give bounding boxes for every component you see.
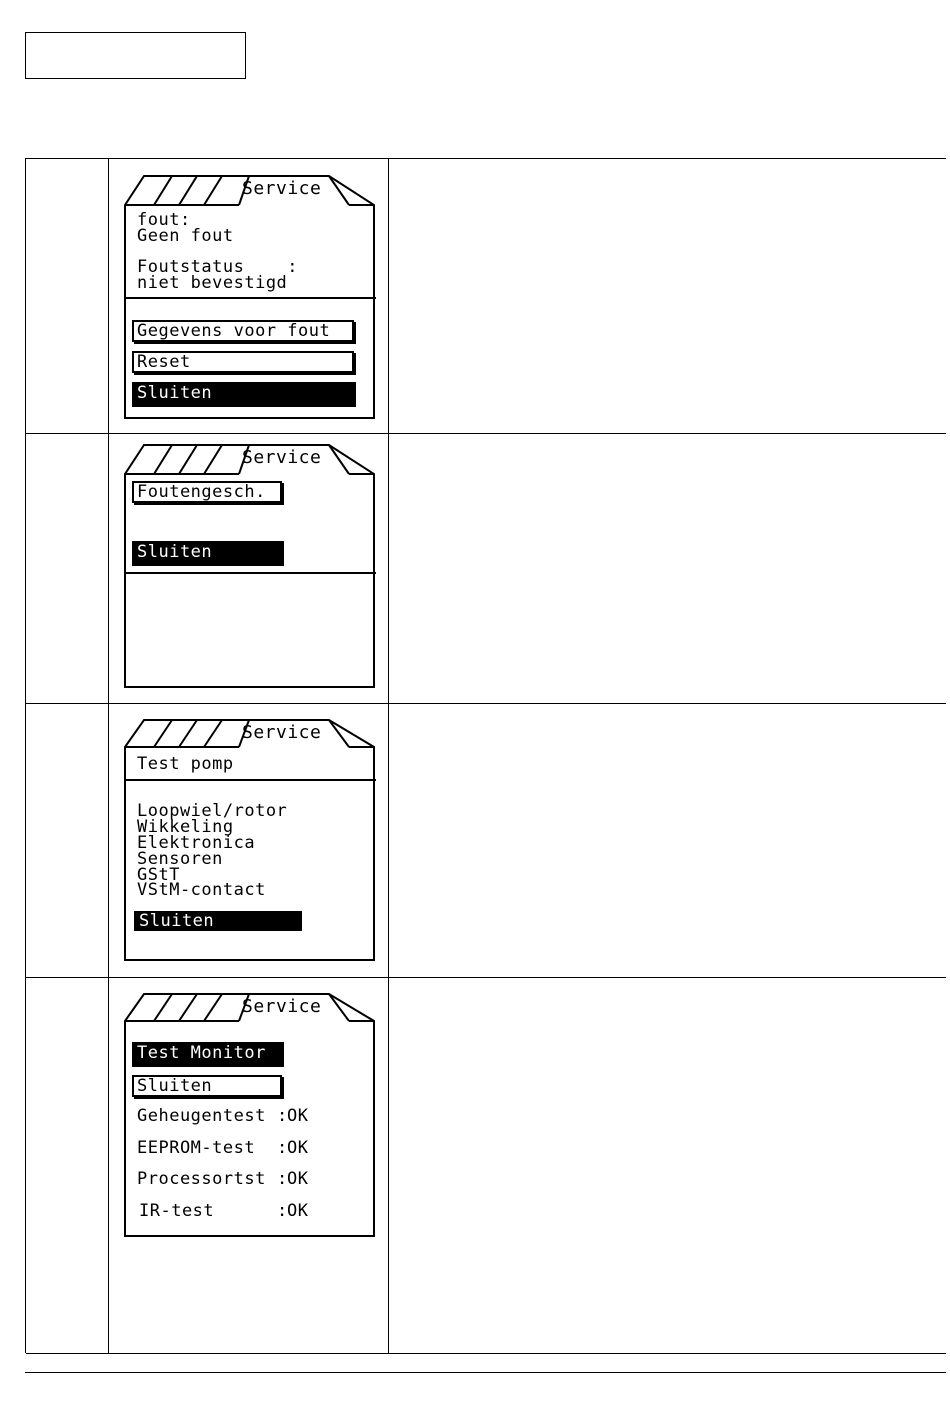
lcd-display	[124, 175, 376, 419]
table-row	[26, 704, 946, 978]
screen-title: Service	[242, 996, 322, 1017]
error-value: Geen fout	[137, 226, 234, 246]
menu-item-impeller[interactable]: Loopwiel/rotor	[137, 801, 288, 821]
lcd-display	[124, 444, 376, 688]
divider	[124, 779, 376, 781]
lcd-display	[124, 719, 376, 961]
test-pump-heading: Test pomp	[137, 754, 234, 774]
table-row	[26, 978, 946, 1354]
error-status-value: niet bevestigd	[137, 273, 288, 293]
footer-rule	[25, 1372, 946, 1373]
ir-test-sep: :	[277, 1201, 288, 1221]
menu-item-gstt[interactable]: GStT	[137, 865, 180, 885]
table-row	[26, 159, 946, 434]
eeprom-test-label: EEPROM-test	[137, 1138, 266, 1158]
processor-test-sep: :	[277, 1169, 288, 1189]
error-label: fout:	[137, 210, 191, 230]
table-row	[26, 434, 946, 704]
ir-test-label: IR-test	[139, 1201, 268, 1221]
divider	[124, 297, 376, 299]
eeprom-test-sep: :	[277, 1138, 288, 1158]
screen-title: Service	[242, 447, 322, 468]
close-button[interactable]: Sluiten	[134, 911, 302, 931]
error-history-button[interactable]: Foutengesch.	[132, 481, 282, 503]
close-button[interactable]: Sluiten	[132, 382, 356, 407]
menu-item-sensors[interactable]: Sensoren	[137, 849, 223, 869]
eeprom-test-result: OK	[287, 1138, 309, 1158]
close-button[interactable]: Sluiten	[132, 1075, 282, 1097]
test-monitor-button[interactable]: Test Monitor	[132, 1042, 284, 1067]
error-status-label: Foutstatus :	[137, 257, 299, 277]
divider	[124, 572, 376, 574]
reset-button[interactable]: Reset	[132, 351, 354, 373]
ir-test-result: OK	[287, 1201, 309, 1221]
screen-title: Service	[242, 722, 322, 743]
screen-title: Service	[242, 178, 322, 199]
error-data-button[interactable]: Gegevens voor fout	[132, 320, 354, 342]
menu-item-electronics[interactable]: Elektronica	[137, 833, 256, 853]
manual-table	[25, 158, 946, 1353]
memory-test-sep: :	[277, 1106, 288, 1126]
processor-test-label: Processortst	[137, 1169, 266, 1189]
header-box	[25, 32, 246, 79]
close-button[interactable]: Sluiten	[132, 541, 284, 566]
memory-test-label: Geheugentest	[137, 1106, 266, 1126]
menu-item-vstm-contact[interactable]: VStM-contact	[137, 880, 266, 900]
lcd-display	[124, 993, 376, 1237]
processor-test-result: OK	[287, 1169, 309, 1189]
menu-item-winding[interactable]: Wikkeling	[137, 817, 234, 837]
memory-test-result: OK	[287, 1106, 309, 1126]
